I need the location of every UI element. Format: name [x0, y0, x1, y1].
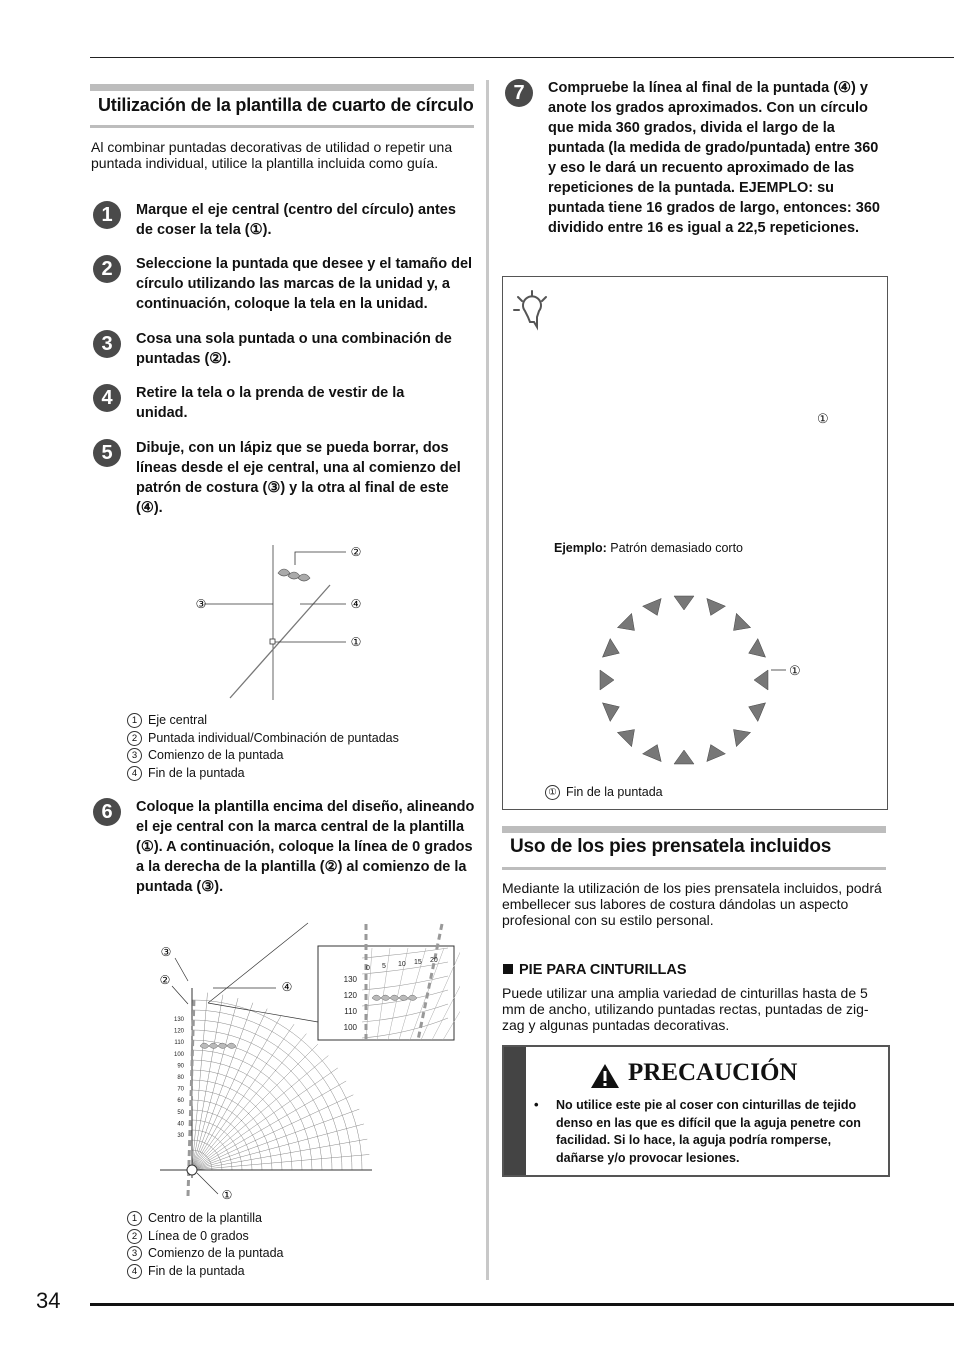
scale-label: 50	[177, 1109, 184, 1116]
zoom-degree-label: 15	[414, 959, 422, 966]
section-heading	[502, 826, 886, 870]
stitch-motif	[603, 639, 624, 663]
zoom-degree-label: 0	[366, 965, 370, 972]
template-radial	[192, 1154, 369, 1170]
step-number: 7	[505, 79, 533, 107]
square-bullet-icon	[503, 964, 513, 974]
leader-line	[175, 958, 188, 981]
callout-2: ②	[159, 973, 171, 987]
legend-item: 2 Línea de 0 grados	[127, 1228, 457, 1246]
zoom-scale-label: 130	[343, 975, 357, 984]
step-text: Cosa una sola puntada o una combinación de puntadas (②).	[136, 331, 452, 367]
step-number: 4	[93, 384, 121, 412]
scale-label: 120	[173, 1028, 184, 1035]
zoom-degree-label: 5	[382, 963, 386, 970]
stitch-motif	[617, 722, 641, 746]
zoom-scale-label: 100	[343, 1023, 357, 1032]
column-divider	[486, 80, 489, 1280]
callout-2: ②	[350, 545, 362, 559]
leader-line	[208, 923, 308, 1003]
step-number: 1	[93, 201, 121, 229]
template-radial	[192, 1009, 267, 1170]
zoom-scale-label: 110	[344, 1007, 357, 1016]
scale-label: 90	[177, 1063, 184, 1070]
legend-item: 3 Comienzo de la puntada	[127, 1245, 457, 1263]
note-box	[502, 276, 888, 810]
template-radial	[192, 1109, 359, 1170]
step-number: 2	[93, 255, 121, 283]
section2-intro: Mediante la utilización de los pies prensatela incluidos, podrá embellecer sus labores de costura dándolas un aspecto profesional con su estilo personal.	[502, 880, 882, 928]
scale-label: 70	[177, 1086, 184, 1093]
scale-label: 60	[177, 1098, 184, 1105]
template-radial	[192, 993, 208, 1170]
stitch-motif	[701, 741, 725, 762]
intro-paragraph: Al combinar puntadas decorativas de utilidad o repetir una puntada individual, utilice la plantilla incluida como guía.	[91, 139, 453, 171]
circle-example	[589, 585, 799, 775]
stitch-motif	[674, 596, 694, 610]
scale-label: 40	[177, 1121, 184, 1128]
stitch-motif	[754, 670, 768, 690]
callout-3: ③	[160, 945, 172, 959]
scale-label: 130	[173, 1017, 184, 1023]
legend-item: 2 Puntada individual/Combinación de puntadas	[127, 730, 457, 748]
zoom-scale-label: 120	[343, 991, 357, 1000]
step-text: Retire la tela o la prenda de vestir de la unidad.	[136, 385, 405, 421]
step-number: 6	[93, 798, 121, 826]
step-text: Seleccione la puntada que desee y el tamaño del círculo utilizando las marcas de la unidad y, a continuación, coloque la tela en la unidad.	[136, 256, 473, 312]
page-number: 34	[36, 1288, 61, 1313]
step-text: Marque el eje central (centro del círculo) antes de coser la tela (①).	[136, 202, 456, 238]
top-rule	[90, 57, 954, 58]
legend-item: 1 Centro de la plantilla	[127, 1210, 457, 1228]
stitch-motif	[726, 722, 750, 746]
stitch-motif	[674, 750, 694, 764]
note-legend: ① Fin de la puntada	[545, 784, 663, 802]
zoom-degree-label: 10	[398, 961, 406, 968]
step-text: Dibuje, con un lápiz que se pueda borrar, dos líneas desde el eje central, una al comienzo del patrón de costura (③) y la otra al final de este (④).	[136, 440, 461, 516]
caution-text: No utilice este pie al coser con cinturillas de tejido denso en las que es difícil que la aguja penetre con facilidad. Si lo hace, la aguja podría romperse, dañarse y/o provocar lesiones.	[556, 1098, 861, 1165]
step-number: 3	[93, 330, 121, 358]
stitch-motif	[643, 599, 667, 620]
figure1-legend	[127, 712, 457, 782]
center-axis-figure	[180, 540, 380, 705]
figure2-legend	[127, 1210, 457, 1280]
warning-icon	[590, 1063, 620, 1089]
stitch-motif	[617, 613, 641, 637]
stitch-motif	[701, 599, 725, 620]
template-stitch	[209, 1043, 218, 1049]
step-text: Compruebe la línea al final de la puntada (④) y anote los grados aproximados. Con un círculo que mida 360 grados, divida el largo de la puntada (la medida de grado/puntada) entre 360 y eso le dará un recuento aproximado de las repeticiones de la puntada. EJEMPLO: su puntada tiene 16 grados de largo, entonces: 360 dividido entre 16 es igual a 22,5 repeticiones.	[548, 80, 880, 236]
template-radial	[192, 1003, 253, 1170]
stitch-motif	[603, 697, 624, 721]
section-title: Uso de los pies prensatela incluidos	[510, 836, 832, 857]
lightbulb-icon	[513, 289, 551, 331]
circle-callout-1: ①	[789, 663, 801, 678]
callout-1: ①	[350, 635, 362, 649]
scale-label: 80	[177, 1075, 184, 1081]
scale-label: 110	[174, 1040, 184, 1047]
template-center	[187, 1165, 197, 1175]
caution-bar	[504, 1047, 526, 1175]
section-title: Utilización de la plantilla de cuarto de círculo	[98, 95, 474, 115]
stitch-motif	[745, 697, 766, 721]
legend-item: 1 Eje central	[127, 712, 457, 730]
subheading: PIE PARA CINTURILLAS	[503, 961, 687, 979]
callout-1: ①	[221, 1188, 233, 1202]
callout-3: ③	[195, 597, 207, 611]
legend-item: 3 Comienzo de la puntada	[127, 747, 457, 765]
template-radial	[192, 1095, 353, 1170]
caution-box	[502, 1045, 890, 1177]
step-number: 5	[93, 439, 121, 467]
scale-label: 30	[177, 1133, 184, 1139]
leader-line	[208, 1003, 318, 1022]
step-text: Coloque la plantilla encima del diseño, alineando el eje central con la marca central de la plantilla (①). A continuación, coloque la línea de 0 grados a la derecha de la plantilla (②) al comienzo de la puntada (③).	[136, 799, 475, 895]
note-callout-1: ①	[817, 411, 829, 426]
stitch-motif	[643, 741, 667, 762]
template-figure	[148, 918, 460, 1208]
scale-label: 100	[173, 1051, 184, 1058]
caution-title: PRECAUCIÓN	[628, 1059, 798, 1086]
stitch-motif	[600, 670, 614, 690]
template-radial	[192, 998, 238, 1170]
leader-line	[197, 1173, 218, 1194]
section2-subtext: Puede utilizar una amplia variedad de cinturillas hasta de 5 mm de ancho, utilizando puntadas rectas, puntadas de zig-zag y algunas puntadas decorativas.	[502, 985, 869, 1033]
section-heading	[90, 84, 474, 128]
legend-item: 4 Fin de la puntada	[127, 1263, 457, 1281]
legend-item: 4 Fin de la puntada	[127, 765, 457, 783]
template-radial	[192, 1124, 364, 1170]
callout-4: ④	[281, 980, 293, 994]
caution-bullet-icon: •	[534, 1097, 539, 1112]
stitch-motif	[745, 639, 766, 663]
bottom-rule	[90, 1303, 954, 1306]
stitch-motif	[726, 613, 750, 637]
zoom-degree-label: 20	[430, 957, 438, 964]
template-stitch	[227, 1043, 236, 1049]
template-stitch	[200, 1043, 209, 1049]
callout-4: ④	[350, 597, 362, 611]
leader-line	[172, 986, 188, 1004]
example-caption: Ejemplo: Patrón demasiado corto	[554, 541, 743, 555]
